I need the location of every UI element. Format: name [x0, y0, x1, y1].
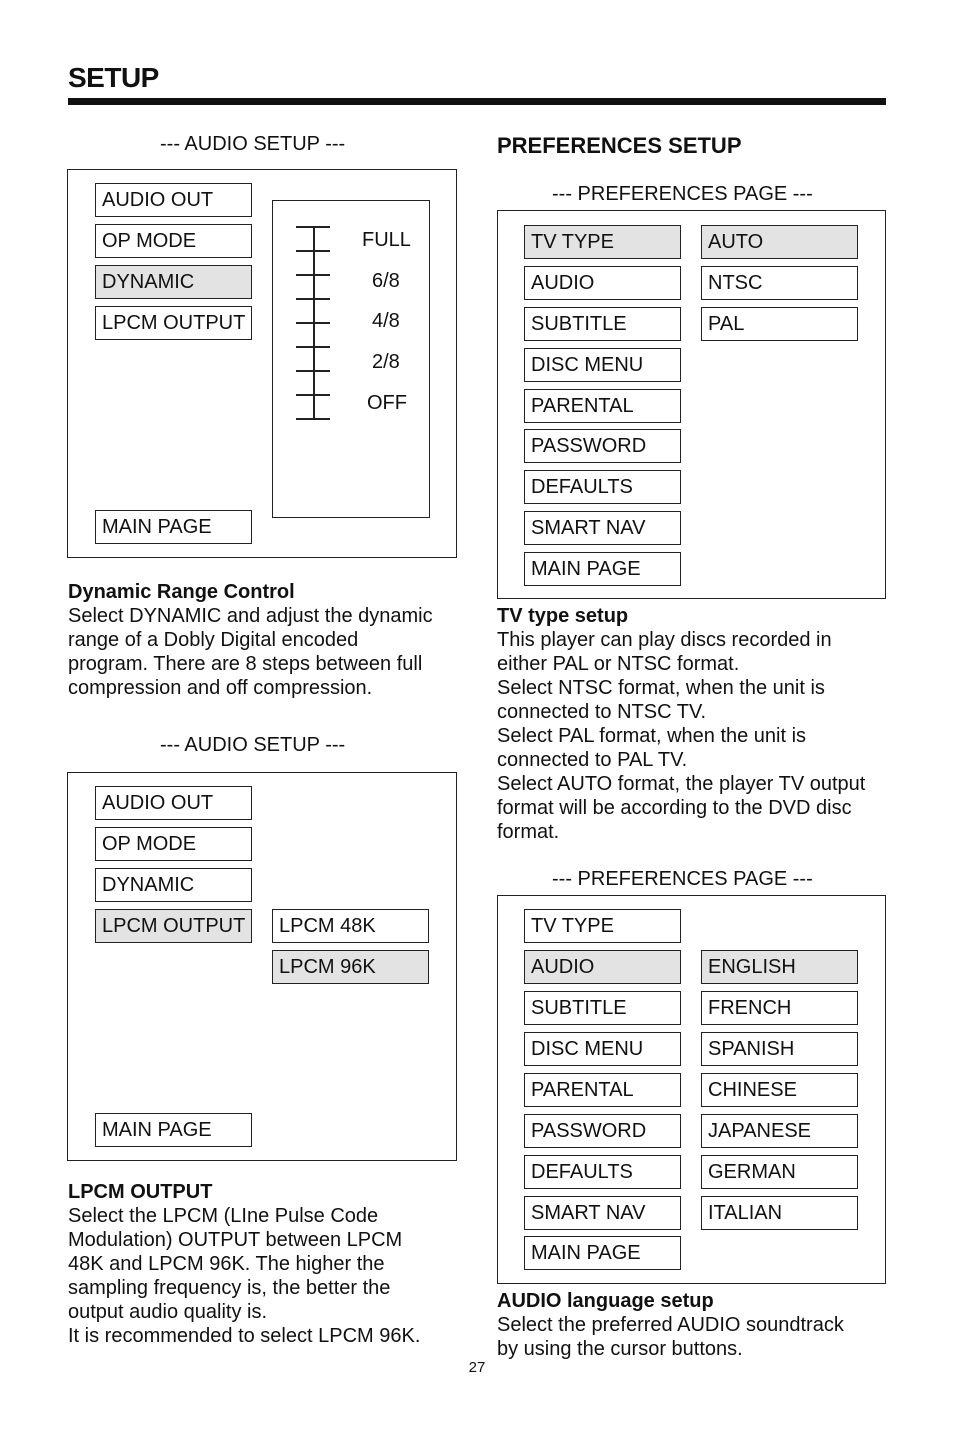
- menu-item-disc-menu[interactable]: DISC MENU: [524, 348, 681, 382]
- description-line: Modulation) OUTPUT between LPCM: [68, 1229, 403, 1251]
- menu-item-op-mode[interactable]: OP MODE: [95, 224, 252, 258]
- option-chinese[interactable]: CHINESE: [701, 1073, 858, 1107]
- description-heading: LPCM OUTPUT: [68, 1181, 213, 1203]
- option-lpcm-48k[interactable]: LPCM 48K: [272, 909, 429, 943]
- preferences-caption-2: --- PREFERENCES PAGE ---: [552, 868, 813, 890]
- description-line: format will be according to the DVD disc: [497, 797, 852, 819]
- audio-setup-screen-2: [67, 772, 457, 1161]
- menu-item-tv-type[interactable]: TV TYPE: [524, 225, 681, 259]
- menu-item-dynamic[interactable]: DYNAMIC: [95, 265, 252, 299]
- dynamic-range-description: [68, 580, 463, 700]
- tv-type-description: [497, 604, 892, 844]
- level-label-4-8: 4/8: [372, 310, 400, 332]
- menu-item-audio[interactable]: AUDIO: [524, 266, 681, 300]
- description-line: either PAL or NTSC format.: [497, 653, 740, 675]
- option-ntsc[interactable]: NTSC: [701, 266, 858, 300]
- slider-tick: [296, 418, 330, 420]
- description-heading: TV type setup: [497, 605, 629, 627]
- menu-item-tv-type[interactable]: TV TYPE: [524, 909, 681, 943]
- preferences-heading: PREFERENCES SETUP: [497, 133, 742, 158]
- dynamic-range-slider-panel: [272, 200, 430, 518]
- menu-item-lpcm-output[interactable]: LPCM OUTPUT: [95, 909, 252, 943]
- slider-tick: [296, 226, 330, 228]
- description-line: Select PAL format, when the unit is: [497, 725, 807, 747]
- level-label-off: OFF: [367, 392, 407, 414]
- menu-item-parental[interactable]: PARENTAL: [524, 1073, 681, 1107]
- slider-tick: [296, 394, 330, 396]
- menu-item-smart-nav[interactable]: SMART NAV: [524, 1196, 681, 1230]
- lpcm-output-description: [68, 1180, 463, 1348]
- description-line: Select the preferred AUDIO soundtrack: [497, 1314, 844, 1336]
- menu-item-disc-menu[interactable]: DISC MENU: [524, 1032, 681, 1066]
- option-german[interactable]: GERMAN: [701, 1155, 858, 1189]
- description-line: 48K and LPCM 96K. The higher the: [68, 1253, 385, 1275]
- preferences-screen-2: [497, 895, 886, 1284]
- title-rule: [68, 98, 886, 105]
- description-heading: AUDIO language setup: [497, 1290, 714, 1312]
- menu-item-audio-out[interactable]: AUDIO OUT: [95, 183, 252, 217]
- description-line: output audio quality is.: [68, 1301, 268, 1323]
- description-line: connected to NTSC TV.: [497, 701, 707, 723]
- slider-tick: [296, 322, 330, 324]
- menu-item-password[interactable]: PASSWORD: [524, 429, 681, 463]
- description-line: Select the LPCM (LIne Pulse Code: [68, 1205, 379, 1227]
- description-heading: Dynamic Range Control: [68, 581, 295, 603]
- slider-tick: [296, 346, 330, 348]
- slider-tick: [296, 370, 330, 372]
- menu-item-parental[interactable]: PARENTAL: [524, 389, 681, 423]
- preferences-screen-1: [497, 210, 886, 599]
- menu-item-defaults[interactable]: DEFAULTS: [524, 470, 681, 504]
- level-label-6-8: 6/8: [372, 270, 400, 292]
- menu-item-audio-out[interactable]: AUDIO OUT: [95, 786, 252, 820]
- main-page-button[interactable]: MAIN PAGE: [95, 1113, 252, 1147]
- description-line: Select AUTO format, the player TV output: [497, 773, 866, 795]
- description-line: It is recommended to select LPCM 96K.: [68, 1325, 421, 1347]
- menu-item-smart-nav[interactable]: SMART NAV: [524, 511, 681, 545]
- menu-item-dynamic[interactable]: DYNAMIC: [95, 868, 252, 902]
- audio-setup-caption-2: --- AUDIO SETUP ---: [160, 734, 346, 756]
- slider-tick: [296, 250, 330, 252]
- option-pal[interactable]: PAL: [701, 307, 858, 341]
- page-title: SETUP: [68, 62, 159, 93]
- slider-tick: [296, 298, 330, 300]
- description-line: connected to PAL TV.: [497, 749, 688, 771]
- main-page-button[interactable]: MAIN PAGE: [524, 1236, 681, 1270]
- description-line: range of a Dobly Digital encoded: [68, 629, 359, 651]
- level-label-full: FULL: [362, 229, 411, 251]
- audio-language-description: [497, 1289, 892, 1361]
- option-french[interactable]: FRENCH: [701, 991, 858, 1025]
- description-line: This player can play discs recorded in: [497, 629, 832, 651]
- menu-item-lpcm-output[interactable]: LPCM OUTPUT: [95, 306, 252, 340]
- slider-tick: [296, 274, 330, 276]
- description-line: Select DYNAMIC and adjust the dynamic: [68, 605, 433, 627]
- page-number: 27: [468, 1359, 486, 1376]
- main-page-button[interactable]: MAIN PAGE: [524, 552, 681, 586]
- level-label-2-8: 2/8: [372, 351, 400, 373]
- audio-setup-caption-1: --- AUDIO SETUP ---: [160, 133, 346, 155]
- menu-item-subtitle[interactable]: SUBTITLE: [524, 991, 681, 1025]
- main-page-button[interactable]: MAIN PAGE: [95, 510, 252, 544]
- audio-setup-screen-1: [67, 169, 457, 558]
- menu-item-defaults[interactable]: DEFAULTS: [524, 1155, 681, 1189]
- description-line: format.: [497, 821, 560, 843]
- menu-item-password[interactable]: PASSWORD: [524, 1114, 681, 1148]
- description-line: compression and off compression.: [68, 677, 373, 699]
- preferences-caption-1: --- PREFERENCES PAGE ---: [552, 183, 813, 205]
- option-spanish[interactable]: SPANISH: [701, 1032, 858, 1066]
- option-italian[interactable]: ITALIAN: [701, 1196, 858, 1230]
- description-line: sampling frequency is, the better the: [68, 1277, 391, 1299]
- menu-item-subtitle[interactable]: SUBTITLE: [524, 307, 681, 341]
- option-lpcm-96k[interactable]: LPCM 96K: [272, 950, 429, 984]
- option-auto[interactable]: AUTO: [701, 225, 858, 259]
- description-line: program. There are 8 steps between full: [68, 653, 423, 675]
- description-line: by using the cursor buttons.: [497, 1338, 743, 1360]
- option-english[interactable]: ENGLISH: [701, 950, 858, 984]
- description-line: Select NTSC format, when the unit is: [497, 677, 825, 699]
- menu-item-audio[interactable]: AUDIO: [524, 950, 681, 984]
- option-japanese[interactable]: JAPANESE: [701, 1114, 858, 1148]
- menu-item-op-mode[interactable]: OP MODE: [95, 827, 252, 861]
